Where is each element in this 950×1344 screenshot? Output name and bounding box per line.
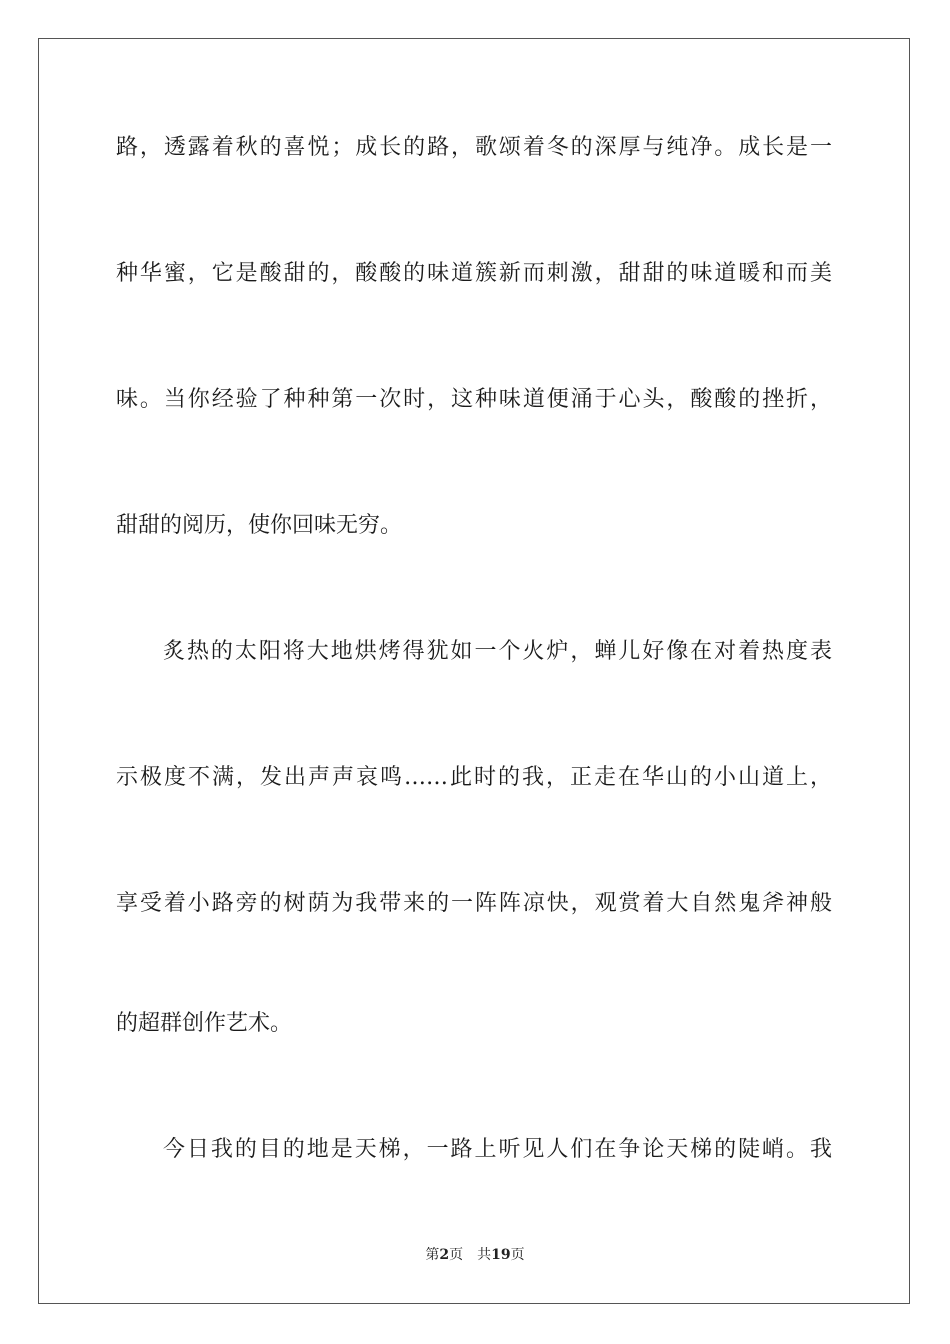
text-line: 示极度不满，发出声声哀鸣……此时的我，正走在华山的小山道上，	[116, 765, 832, 790]
total-suffix: 页	[510, 1247, 525, 1263]
total-pages: 19	[491, 1247, 511, 1263]
text-line: 的超群创作艺术。	[116, 1011, 293, 1036]
page-prefix: 第	[425, 1247, 440, 1263]
paragraph-first-line: 今日我的目的地是天梯，一路上听见人们在争论天梯的陡峭。我	[163, 1137, 832, 1162]
paragraph-first-line: 炙热的太阳将大地烘烤得犹如一个火炉，蝉儿好像在对着热度表	[163, 639, 832, 664]
total-prefix: 共	[477, 1247, 492, 1263]
text-line: 享受着小路旁的树荫为我带来的一阵阵凉快，观赏着大自然鬼斧神般	[116, 891, 832, 916]
text-line: 甜甜的阅历，使你回味无穷。	[116, 513, 403, 538]
page-border	[38, 38, 910, 1304]
page-number: 2	[439, 1247, 450, 1263]
page-footer	[0, 1245, 950, 1265]
text-line: 路，透露着秋的喜悦；成长的路，歌颂着冬的深厚与纯净。成长是一	[116, 135, 832, 160]
text-line: 种华蜜，它是酸甜的，酸酸的味道簇新而刺激，甜甜的味道暖和而美	[116, 261, 832, 286]
text-line: 味。当你经验了种种第一次时，这种味道便涌于心头，酸酸的挫折，	[116, 387, 832, 412]
page-suffix: 页	[449, 1247, 464, 1263]
